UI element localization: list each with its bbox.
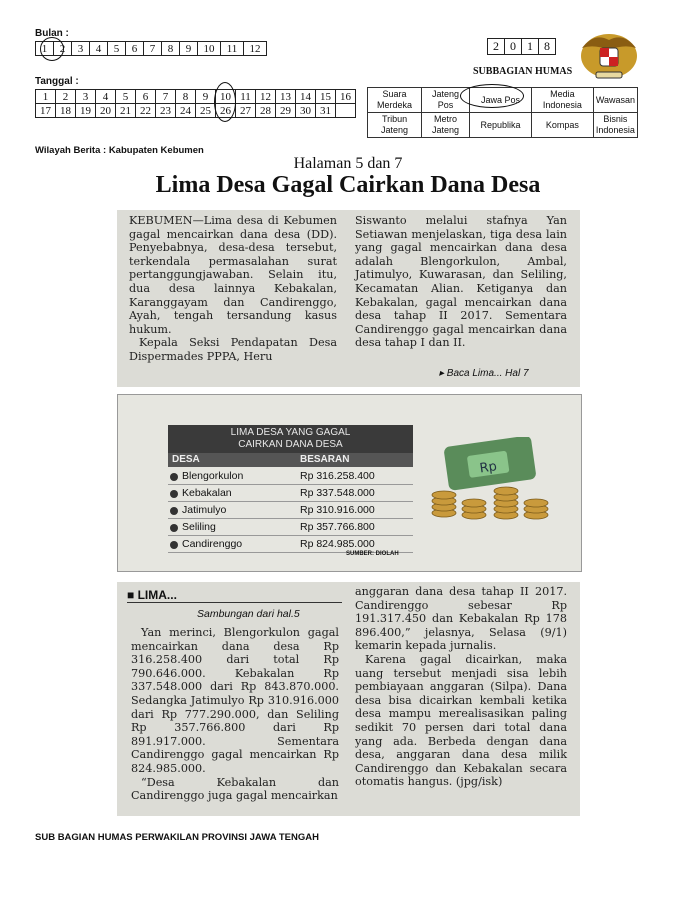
- paragraph: Kepala Seksi Pendapatan Desa Dispermades PPPA, Heru: [129, 336, 337, 363]
- clipping-continued: [117, 582, 580, 816]
- media-jateng-pos: Jateng Pos: [422, 88, 470, 113]
- grid-cell: 12: [256, 90, 276, 104]
- desa-name: Candirenggo: [182, 538, 243, 550]
- bullet-icon: [170, 473, 178, 481]
- grid-cell: 4: [96, 90, 116, 104]
- grid-cell: 5: [116, 90, 136, 104]
- media-circle: [460, 84, 524, 108]
- grid-cell: 12: [244, 42, 267, 56]
- table-header: DESA BESARAN: [168, 453, 413, 467]
- bullet-icon: [170, 524, 178, 532]
- wilayah-label: Wilayah Berita : Kabupaten Kebumen: [35, 145, 204, 156]
- page-reference: Halaman 5 dan 7: [293, 155, 403, 172]
- clipping-front: [117, 210, 580, 387]
- grid-cell: 15: [316, 90, 336, 104]
- bulan-grid: [35, 41, 267, 56]
- article-title: Lima Desa Gagal Cairkan Dana Desa: [155, 172, 541, 198]
- grid-cell: 25: [196, 104, 216, 118]
- grid-cell: 0: [505, 39, 522, 55]
- source-note: SUMBER: DIOLAH: [346, 551, 399, 557]
- media-kompas: Kompas: [531, 113, 593, 138]
- media-tribun-jateng: Tribun Jateng: [368, 113, 422, 138]
- grid-cell: 2: [56, 90, 76, 104]
- media-bisnis-indonesia: Bisnis Indonesia: [593, 113, 637, 138]
- grid-cell: 9: [196, 90, 216, 104]
- grid-cell: 28: [256, 104, 276, 118]
- desa-name: Blengorkulon: [182, 470, 244, 482]
- bullet-icon: [170, 507, 178, 515]
- grid-cell: 2: [488, 39, 505, 55]
- grid-cell: 10: [216, 90, 236, 104]
- tanggal-circle: [214, 82, 236, 122]
- paragraph: anggaran dana desa tahap II 2017. Candirenggo sebesar Rp 191.317.450 dan Kebakalan Rp 178 896.400,” jelasnya, Selasa (9/1) kemarin kepada jurnalis.: [355, 585, 567, 653]
- media-republika: Republika: [470, 113, 532, 138]
- grid-cell: 31: [316, 104, 336, 118]
- money-illustration-icon: [430, 437, 550, 527]
- table-row: [168, 504, 413, 519]
- grid-cell: 23: [156, 104, 176, 118]
- column-1: [129, 214, 337, 364]
- paragraph: Siswanto melalui stafnya Yan Setiawan menjelaskan, tiga desa lain yang gagal mencairkan dana desa adalah Blengorkulon, Ambal, Jatimulyo, Kuwarasan, dan Seliling, Kecamatan Alian. Ketiganya dan Kebakalan, gagal mencairkan dana desa tahap II 2017. Sementara Candirenggo gagal mencairkan dana desa tahap I dan II.: [355, 214, 567, 350]
- grid-cell: [336, 104, 356, 118]
- grid-cell: 1: [36, 42, 54, 56]
- grid-cell: 20: [96, 104, 116, 118]
- paragraph: KEBUMEN—Lima desa di Kebumen gagal mencairkan dana desa (DD). Penyebabnya, desa-desa tersebut, terkendala permasalahan surat pertanggungjawaban. Selain itu, dua desa lainnya Kebakalan, Karanggayam dan Candirenggo, Ayah, tengah tersandung kasus hukum.: [129, 214, 337, 336]
- grid-cell: 9: [180, 42, 198, 56]
- year-grid: [487, 38, 556, 55]
- grid-cell: 11: [236, 90, 256, 104]
- grid-cell: 24: [176, 104, 196, 118]
- table-row: [168, 521, 413, 536]
- garuda-emblem-icon: [578, 26, 640, 84]
- continued-from: Sambungan dari hal.5: [197, 608, 300, 620]
- bullet-icon: [170, 490, 178, 498]
- grid-cell: 22: [136, 104, 156, 118]
- continued-header: ■ LIMA...: [127, 588, 177, 602]
- grid-cell: 4: [90, 42, 108, 56]
- grid-cell: 19: [76, 104, 96, 118]
- grid-cell: 13: [276, 90, 296, 104]
- table-title: LIMA DESA YANG GAGAL CAIRKAN DANA DESA: [168, 425, 413, 453]
- grid-cell: 10: [198, 42, 221, 56]
- funds-table: [168, 425, 413, 553]
- svg-text:Rp: Rp: [478, 459, 498, 477]
- grid-cell: 29: [276, 104, 296, 118]
- besaran-value: Rp 824.985.000: [300, 538, 375, 550]
- continued-note: ▸ Baca Lima... Hal 7: [439, 368, 529, 379]
- besaran-value: Rp 316.258.400: [300, 470, 375, 482]
- desa-name: Kebakalan: [182, 487, 232, 499]
- grid-cell: 6: [136, 90, 156, 104]
- besaran-value: Rp 337.548.000: [300, 487, 375, 499]
- media-wawasan: Wawasan: [593, 88, 637, 113]
- grid-cell: 8: [162, 42, 180, 56]
- media-metro-jateng: Metro Jateng: [422, 113, 470, 138]
- grid-cell: 6: [126, 42, 144, 56]
- grid-cell: 8: [176, 90, 196, 104]
- bullet-icon: [170, 541, 178, 549]
- grid-cell: 3: [76, 90, 96, 104]
- besaran-value: Rp 310.916.000: [300, 504, 375, 516]
- infographic: [117, 394, 582, 572]
- footer-label: SUB BAGIAN HUMAS PERWAKILAN PROVINSI JAWA TENGAH: [35, 832, 319, 843]
- column-2: [355, 214, 567, 350]
- desa-name: Jatimulyo: [182, 504, 227, 516]
- media-media-indonesia: Media Indonesia: [531, 88, 593, 113]
- table-row: [168, 470, 413, 485]
- tanggal-grid: [35, 89, 356, 118]
- dept-label: SUBBAGIAN HUMAS: [473, 66, 573, 77]
- grid-cell: 5: [108, 42, 126, 56]
- grid-cell: 16: [336, 90, 356, 104]
- media-jawa-pos: Jawa Pos: [470, 88, 532, 113]
- media-suara-merdeka: Suara Merdeka: [368, 88, 422, 113]
- continued-column-1: [131, 626, 339, 803]
- grid-cell: 14: [296, 90, 316, 104]
- grid-cell: 7: [144, 42, 162, 56]
- grid-cell: 11: [221, 42, 244, 56]
- grid-cell: 3: [72, 42, 90, 56]
- continued-column-2: [355, 585, 567, 789]
- table-row: [168, 487, 413, 502]
- grid-cell: 26: [216, 104, 236, 118]
- grid-cell: 17: [36, 104, 56, 118]
- grid-cell: 1: [36, 90, 56, 104]
- paragraph: Karena gagal dicairkan, maka uang tersebut menjadi sisa lebih pembiayaan anggaran (Silpa). Dana desa bisa dicairkan kembali ketika desa mampu merealisasikan paling sedikit 70 persen dari total dana yang ada. Berbeda dengan dana desa, anggaran dana desa milik Candirenggo dan Kebakalan secara otomatis hangus. (jpg/isk): [355, 652, 567, 789]
- grid-cell: 7: [156, 90, 176, 104]
- bulan-label: Bulan :: [35, 28, 69, 39]
- grid-cell: 18: [56, 104, 76, 118]
- divider: [127, 602, 342, 603]
- grid-cell: 2: [54, 42, 72, 56]
- grid-cell: 21: [116, 104, 136, 118]
- paragraph: “Desa Kebakalan dan Candirenggo juga gagal mencairkan: [131, 775, 339, 803]
- tanggal-label: Tanggal :: [35, 76, 79, 87]
- paragraph: Yan merinci, Blengorkulon gagal mencairkan dana desa Rp 316.258.400 dari total Rp 790.646.000. Kebakalan Rp 337.548.000 dari Rp 843.870.000. Sedangka Jatimulyo Rp 310.916.000 dari Rp 777.290.000, dan Seliling Rp 357.766.800 dari Rp 891.917.000. Sementara Candirenggo gagal mencairkan Rp 824.985.000.: [131, 626, 339, 775]
- grid-cell: 27: [236, 104, 256, 118]
- grid-cell: 1: [522, 39, 539, 55]
- besaran-value: Rp 357.766.800: [300, 521, 375, 533]
- grid-cell: 30: [296, 104, 316, 118]
- desa-name: Seliling: [182, 521, 216, 533]
- grid-cell: 8: [539, 39, 556, 55]
- bulan-circle: [40, 37, 64, 61]
